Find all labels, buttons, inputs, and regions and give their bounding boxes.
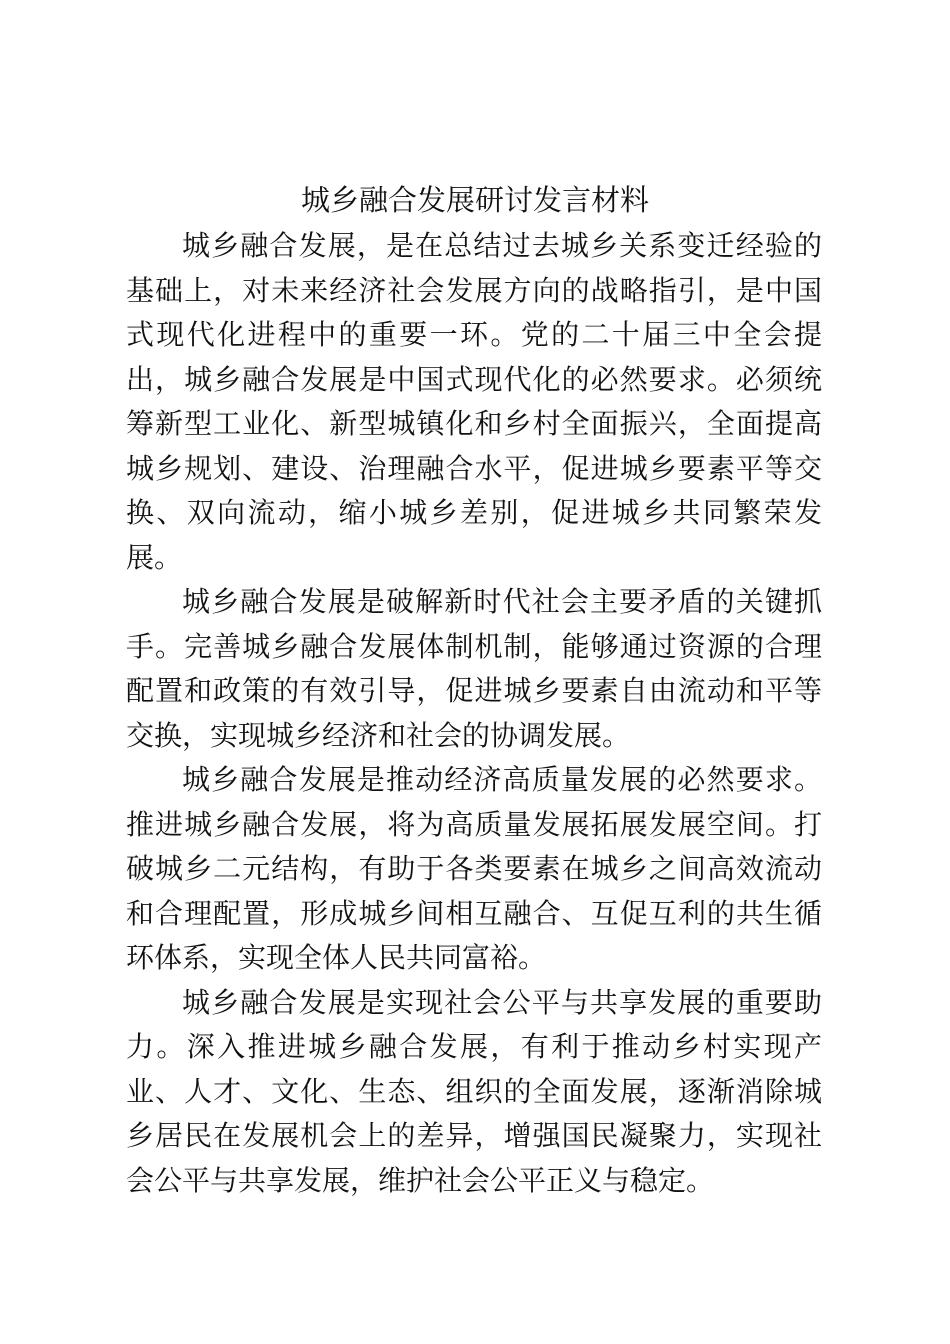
paragraph-3: 城乡融合发展是推动经济高质量发展的必然要求。推进城乡融合发展，将为高质量发展拓展发展空间。打破城乡二元结构，有助于各类要素在城乡之间高效流动和合理配置，形成城乡间相互融合、互促互利的共生循环体系，实现全体人民共同富裕。: [126, 763, 822, 974]
paragraph-4: 城乡融合发展是实现社会公平与共享发展的重要助力。深入推进城乡融合发展，有利于推动乡村实现产业、人才、文化、生态、组织的全面发展，逐渐消除城乡居民在发展机会上的差异，增强国民凝聚力，实现社会公平与共享发展，维护社会公平正义与稳定。: [126, 985, 822, 1197]
paragraph-1: 城乡融合发展，是在总结过去城乡关系变迁经验的基础上，对未来经济社会发展方向的战略指引，是中国式现代化进程中的重要一环。党的二十届三中全会提出，城乡融合发展是中国式现代化的必然要求。必须统筹新型工业化、新型城镇化和乡村全面振兴，全面提高城乡规划、建设、治理融合水平，促进城乡要素平等交换、双向流动，缩小城乡差别，促进城乡共同繁荣发展。: [126, 229, 822, 574]
document-title: 城乡融合发展研讨发言材料: [300, 183, 649, 217]
paragraph-2: 城乡融合发展是破解新时代社会主要矛盾的关键抓手。完善城乡融合发展体制机制，能够通过资源的合理配置和政策的有效引导，促进城乡要素自由流动和平等交换，实现城乡经济和社会的协调发展。: [126, 585, 822, 752]
document-body: [126, 224, 822, 1203]
